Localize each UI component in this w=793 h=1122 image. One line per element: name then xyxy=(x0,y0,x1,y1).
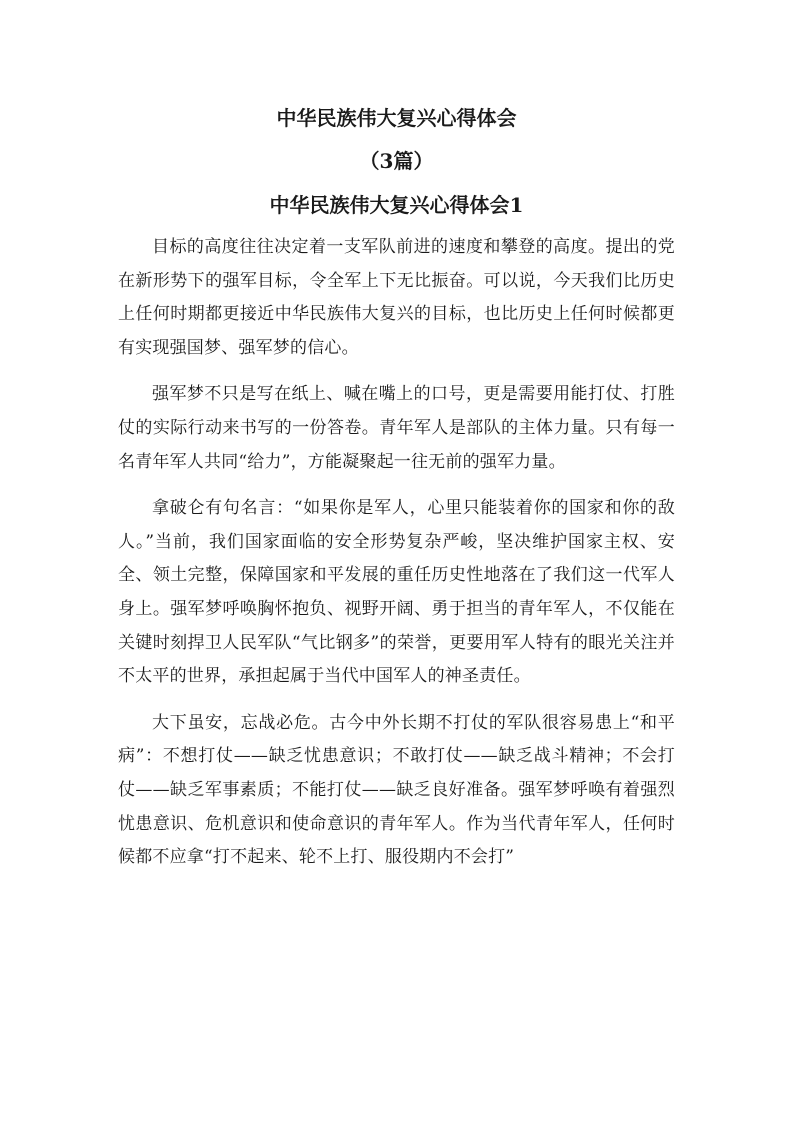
paragraph-3: 拿破仑有句名言：“如果你是军人，心里只能装着你的国家和你的敌人。”当前，我们国家面临的安全形势复杂严峻，坚决维护国家主权、安全、领土完整，保障国家和平发展的重任历史性地落在了我们这一代军人身上。强军梦呼唤胸怀抱负、视野开阔、勇于担当的青年军人，不仅能在关键时刻捍卫人民军队“气比钢多”的荣誉，更要用军人特有的眼光关注并不太平的世界，承担起属于当代中国军人的神圣责任。 xyxy=(118,498,675,687)
paragraph-4: 大下虽安，忘战必危。古今中外长期不打仗的军队很容易患上“和平病”：不想打仗——缺乏忧患意识；不敢打仗——缺乏战斗精神；不会打仗——缺乏军事素质；不能打仗——缺乏良好准备。强军梦呼唤有着强烈忧患意识、危机意识和使命意识的青年军人。作为当代青年军人，任何时候都不应拿“打不起来、轮不上打、服役期内不会打” xyxy=(118,712,675,868)
document-body xyxy=(118,231,675,875)
section-title: 中华民族伟大复兴心得体会1 xyxy=(269,193,524,217)
paragraph-2: 强军梦不只是写在纸上、喊在嘴上的口号，更是需要用能打仗、打胜仗的实际行动来书写的一份答卷。青年军人是部队的主体力量。只有每一名青年军人共同“给力”，方能凝聚起一往无前的强军力量。 xyxy=(118,384,675,472)
paragraph-1: 目标的高度往往决定着一支军队前进的速度和攀登的高度。提出的党在新形势下的强军目标，令全军上下无比振奋。可以说，今天我们比历史上任何时期都更接近中华民族伟大复兴的目标，也比历史上任何时候都更有实现强国梦、强军梦的信心。 xyxy=(118,237,675,358)
document-title: 中华民族伟大复兴心得体会 xyxy=(276,106,517,130)
document-subtitle: （3篇） xyxy=(359,149,434,173)
